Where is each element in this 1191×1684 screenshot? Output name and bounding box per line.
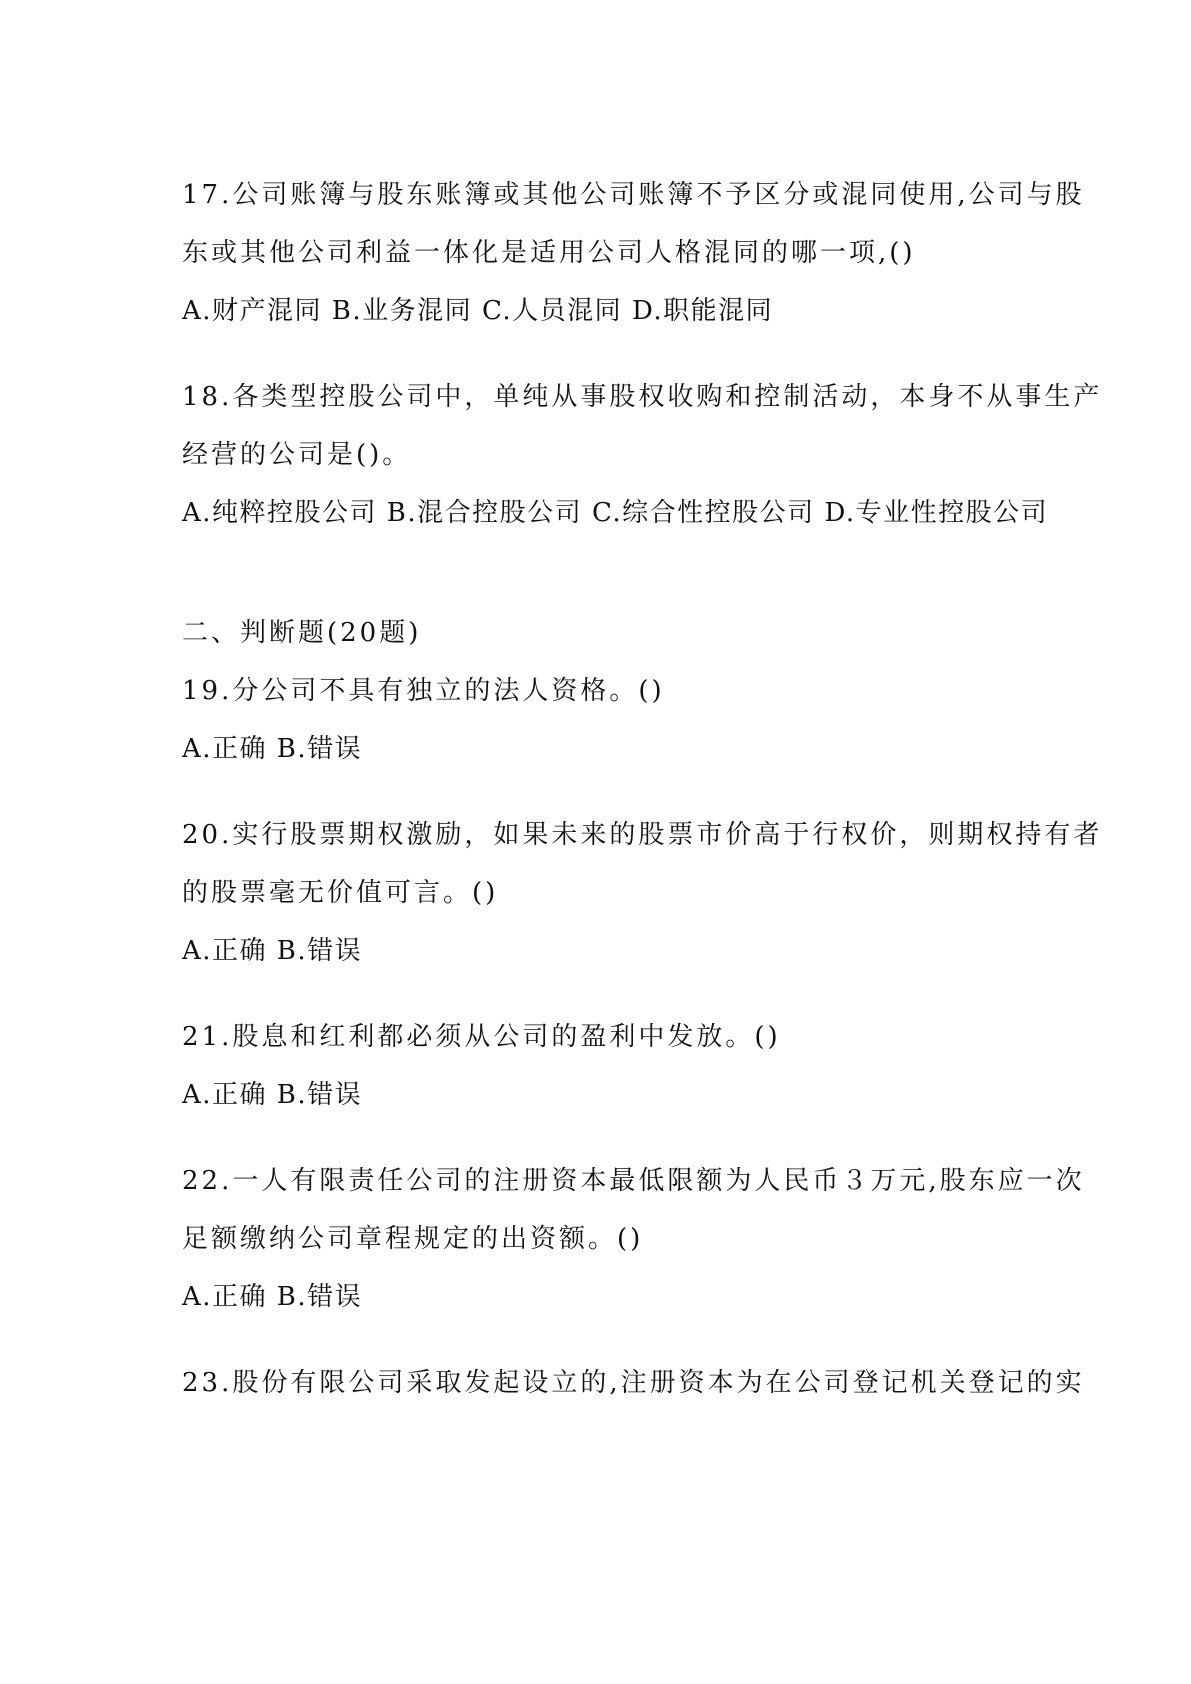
q19-stem-line-1: 19.分公司不具有独立的法人资格。() — [182, 676, 665, 706]
q19-options: A.正确 B.错误 — [182, 734, 363, 764]
q17-options: A.财产混同 B.业务混同 C.人员混同 D.职能混同 — [182, 296, 774, 326]
section-heading: 二、判断题(20题) — [182, 618, 422, 648]
q22-stem-line-1: 22.一人有限责任公司的注册资本最低限额为人民币３万元,股东应一次 — [182, 1166, 1085, 1196]
q20-options: A.正确 B.错误 — [182, 936, 363, 966]
q17-stem-line-1: 17.公司账簿与股东账簿或其他公司账簿不予区分或混同使用,公司与股 — [182, 180, 1085, 210]
q18-options: A.纯粹控股公司 B.混合控股公司 C.综合性控股公司 D.专业性控股公司 — [182, 498, 1049, 528]
q18-stem-line-1: 18.各类型控股公司中，单纯从事股权收购和控制活动，本身不从事生产 — [182, 382, 1103, 412]
q22-options: A.正确 B.错误 — [182, 1282, 363, 1312]
q22-stem-line-2: 足额缴纳公司章程规定的出资额。() — [182, 1224, 644, 1254]
q20-stem-line-1: 20.实行股票期权激励，如果未来的股票市价高于行权价，则期权持有者 — [182, 820, 1103, 850]
q18-stem-line-2: 经营的公司是()。 — [182, 440, 412, 470]
q21-options: A.正确 B.错误 — [182, 1080, 363, 1110]
q21-stem-line-1: 21.股息和红利都必须从公司的盈利中发放。() — [182, 1022, 781, 1052]
q23-stem-line-1: 23.股份有限公司采取发起设立的,注册资本为在公司登记机关登记的实 — [182, 1368, 1085, 1398]
q20-stem-line-2: 的股票毫无价值可言。() — [182, 878, 499, 908]
q17-stem-line-2: 东或其他公司利益一体化是适用公司人格混同的哪一项,() — [182, 238, 916, 268]
